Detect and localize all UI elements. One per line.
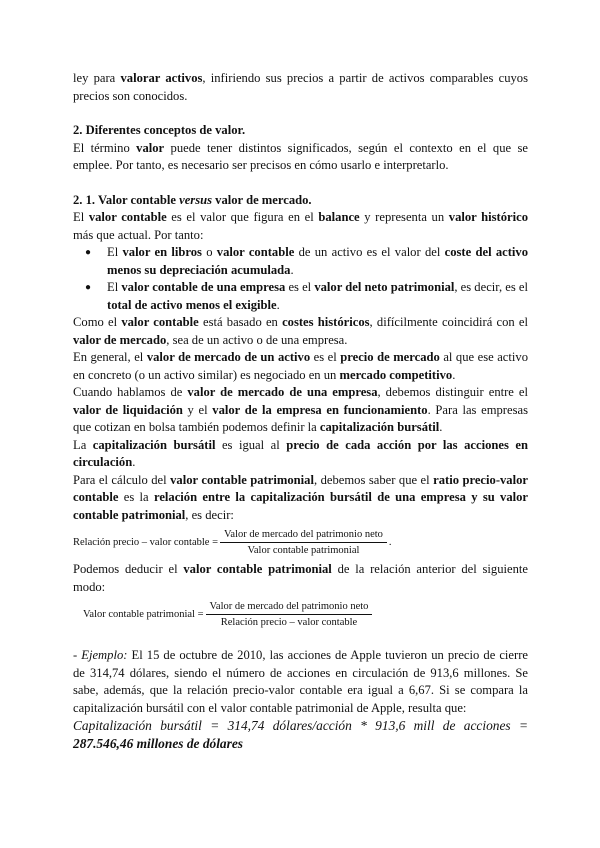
section-2-heading: 2. Diferentes conceptos de valor. <box>73 123 246 137</box>
ratio-paragraph: Para el cálculo del valor contable patrimonial, debemos saber que el ratio precio-valor contable es la relación entre la capitalización bursátil de una empresa y su valor contable patrimonial, es decir: <box>73 472 528 522</box>
formula-fraction <box>206 600 373 629</box>
deduce-paragraph: Podemos deducir el valor contable patrimonial de la relación anterior del siguiente modo: <box>73 562 528 594</box>
formula-denominator: Valor contable patrimonial <box>247 545 360 556</box>
formula-numerator: Valor de mercado del patrimonio neto <box>220 528 387 543</box>
list-item: ● El valor contable de una empresa es el valor del neto patrimonial, es decir, es el total de activo menos el exigible. <box>107 279 528 314</box>
section-2-paragraph: El término valor puede tener distintos significados, según el contexto en el que se emplee. Por tanto, es necesario ser precisos en cómo usarlo e interpretarlo. <box>73 140 528 172</box>
formula-denominator: Relación precio – valor contable <box>220 617 358 628</box>
formula-lhs: Valor contable patrimonial = <box>83 609 204 620</box>
market-value-paragraph: En general, el valor de mercado de un activo es el precio de mercado al que ese activo en concreto (o un activo similar) es negociado en un mercado competitivo. <box>73 350 528 382</box>
market-cap-paragraph: La capitalización bursátil es igual al precio de cada acción por las acciones en circulación. <box>73 437 528 469</box>
formula-fraction <box>220 528 387 557</box>
intro-paragraph: ley para valorar activos, infiriendo sus precios a partir de activos comparables cuyos precios son conocidos. <box>73 71 528 103</box>
example-paragraph: - Ejemplo: El 15 de octubre de 2010, las acciones de Apple tuvieron un precio de cierre de 314,74 dólares, siendo el número de acciones en circulación de 913,6 millones. Se sabe, además, que la relación precio-valor contable era igual a 6,67. Si se compara la capitalización bursátil con el valor contable patrimonial de Apple, resulta que: <box>73 648 529 715</box>
document-page <box>73 70 528 752</box>
book-value-list <box>73 244 528 314</box>
section-2-1-heading: 2. 1. Valor contable versus valor de mercado. <box>73 192 312 207</box>
formula-period: . <box>388 537 392 548</box>
book-value-formula <box>73 600 528 629</box>
ratio-formula <box>73 528 528 557</box>
calculation-line: Capitalización bursátil = 314,74 dólares/acción * 913,6 mill de acciones = 287.546,46 millones de dólares <box>73 718 528 751</box>
list-item: ● El valor en libros o valor contable de un activo es el valor del coste del activo menos su depreciación acumulada. <box>107 244 528 279</box>
book-value-paragraph: El valor contable es el valor que figura en el balance y representa un valor histórico más que actual. Por tanto: <box>73 210 529 242</box>
formula-lhs: Relación precio – valor contable = <box>73 537 218 548</box>
company-value-paragraph: Cuando hablamos de valor de mercado de una empresa, debemos distinguir entre el valor de liquidación y el valor de la empresa en funcionamiento. Para las empresas que cotizan en bolsa también podemos definir la capitalización bursátil. <box>73 385 528 434</box>
formula-numerator: Valor de mercado del patrimonio neto <box>206 600 373 615</box>
historical-cost-paragraph: Como el valor contable está basado en costes históricos, difícilmente coincidirá con el valor de mercado, sea de un activo o de una empresa. <box>73 315 529 347</box>
